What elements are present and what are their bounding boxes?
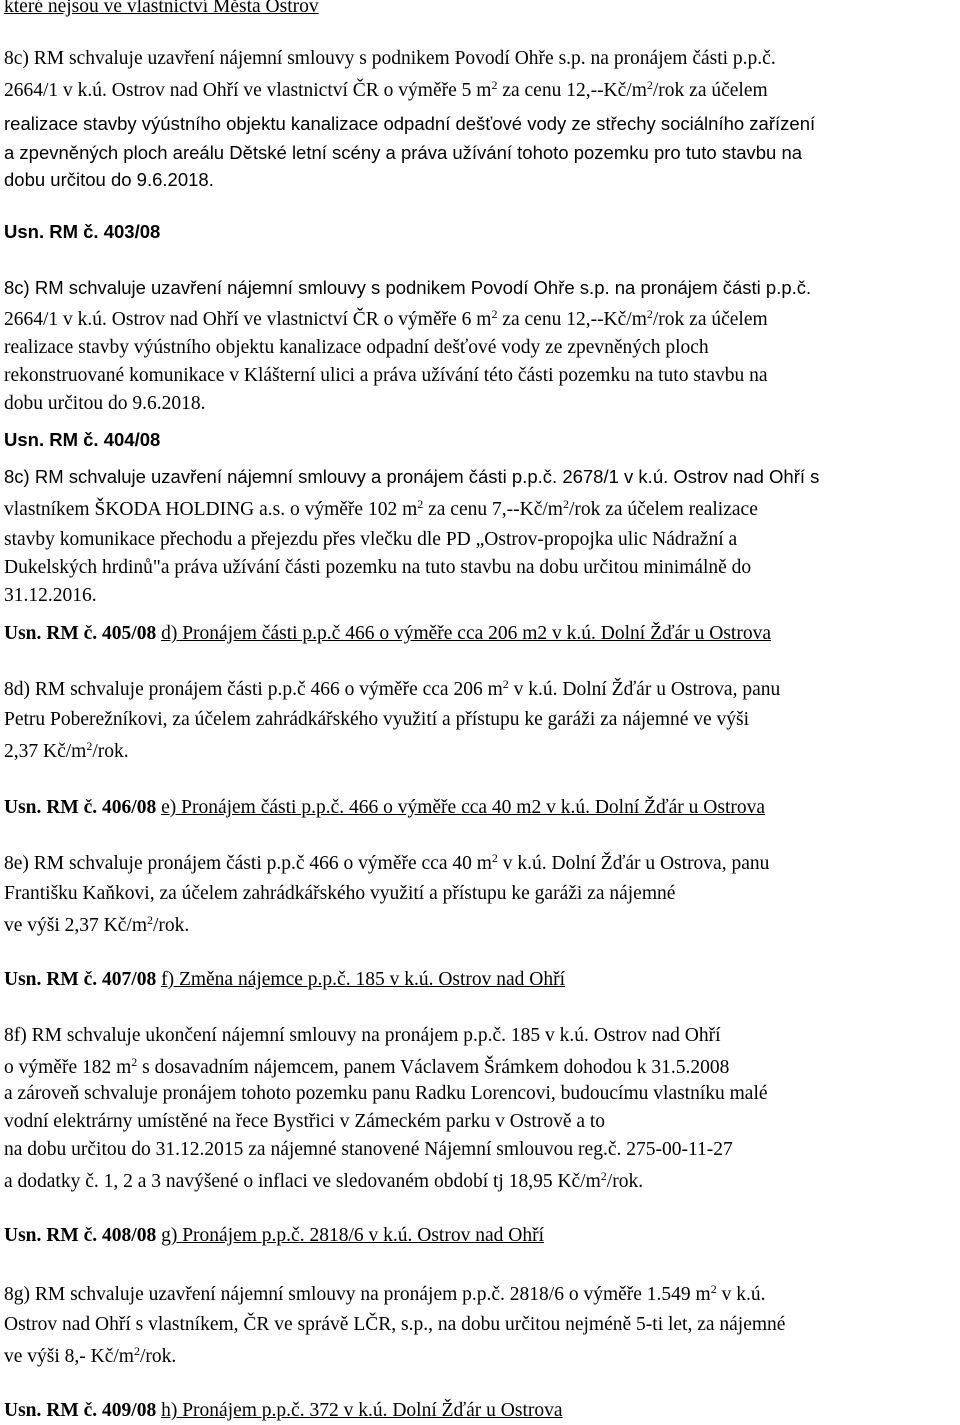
text: 8f) RM schvaluje ukončení nájemní smlouvy na pronájem p.p.č. 185 v k.ú. Ostrov nad Ohří xyxy=(4,1025,721,1046)
text: Usn. RM č. 404/08 xyxy=(4,429,161,450)
text: za cenu 12,--Kč/m xyxy=(497,309,647,330)
text: ve výši 8,- Kč/m xyxy=(4,1346,134,1367)
heading-text: d) Pronájem části p.p.č 466 o výměře cca 206 m2 v k.ú. Dolní Žďár u Ostrova xyxy=(161,623,771,644)
superscript: 2 xyxy=(133,1344,140,1358)
text: 2,37 Kč/m xyxy=(4,741,87,762)
text: /rok za účelem xyxy=(652,309,768,330)
paragraph-line xyxy=(4,392,205,416)
paragraph-line xyxy=(4,1138,733,1162)
heading-text: g) Pronájem p.p.č. 2818/6 v k.ú. Ostrov nad Ohří xyxy=(161,1225,544,1246)
text: stavby komunikace přechodu a přejezdu přes vlečku dle PD „Ostrov-propojka ulic Nádražní a xyxy=(4,529,738,550)
text: v k.ú. Dolní Žďár u Ostrova, panu xyxy=(508,679,781,700)
paragraph-line xyxy=(4,584,97,608)
paragraph-line xyxy=(4,47,776,71)
text: s dosavadním nájemcem, panem Václavem Šrámkem dohodou k 31.5.2008 xyxy=(137,1057,730,1078)
paragraph-line xyxy=(4,498,758,522)
text: Usn. RM č. 403/08 xyxy=(4,221,161,242)
superscript: 2 xyxy=(600,1169,607,1183)
text: Petru Poberežníkovi, za účelem zahrádkářského využití a přístupu ke garáži za nájemné ve výši xyxy=(4,709,750,730)
paragraph-line xyxy=(4,1082,768,1106)
text: 2664/1 v k.ú. Ostrov nad Ohří ve vlastnictví ČR o výměře 6 m xyxy=(4,309,492,330)
resolution-heading xyxy=(4,968,565,992)
text: dobu určitou do 9.6.2018. xyxy=(4,169,214,190)
text: realizace stavby výústního objektu kanalizace odpadní dešťové vody ze střechy sociálního zařízení xyxy=(4,113,816,134)
resolution-number xyxy=(4,428,160,452)
paragraph-line xyxy=(4,276,811,300)
paragraph-line xyxy=(4,1110,605,1134)
text: 2664/1 v k.ú. Ostrov nad Ohří ve vlastnictví ČR o výměře 5 m xyxy=(4,80,492,101)
resolution-heading xyxy=(4,1399,563,1423)
paragraph-line xyxy=(4,1170,643,1194)
resolution-number: Usn. RM č. 409/08 xyxy=(4,1400,157,1421)
paragraph-line xyxy=(4,364,768,388)
text: vodní elektrárny umístěné na řece Bystřici v Zámeckém parku v Ostrově a to xyxy=(4,1111,606,1132)
superscript: 2 xyxy=(146,913,153,927)
superscript: 2 xyxy=(562,497,569,511)
resolution-number xyxy=(4,220,160,244)
text: /rok. xyxy=(139,1346,177,1367)
text: 8g) RM schvaluje uzavření nájemní smlouvy na pronájem p.p.č. 2818/6 o výměře 1.549 m xyxy=(4,1284,711,1305)
paragraph-line xyxy=(4,556,751,580)
heading-text: h) Pronájem p.p.č. 372 v k.ú. Dolní Žďár u Ostrova xyxy=(161,1400,563,1421)
paragraph-line xyxy=(4,168,214,192)
text: 31.12.2016. xyxy=(4,585,97,606)
resolution-number: Usn. RM č. 408/08 xyxy=(4,1225,157,1246)
text: rekonstruované komunikace v Klášterní ulici a práva užívání této části pozemku na tuto stavbu na xyxy=(4,365,768,386)
paragraph-line xyxy=(4,852,769,876)
heading-text: e) Pronájem části p.p.č. 466 o výměře cca 40 m2 v k.ú. Dolní Žďár u Ostrova xyxy=(161,797,766,818)
paragraph-line xyxy=(4,308,768,332)
superscript: 2 xyxy=(417,497,424,511)
superscript: 2 xyxy=(491,851,498,865)
resolution-heading xyxy=(4,1224,544,1248)
paragraph-line xyxy=(4,678,780,702)
paragraph-line xyxy=(4,465,819,489)
paragraph-line xyxy=(4,914,189,938)
text: Františku Kaňkovi, za účelem zahrádkářského využití a přístupu ke garáži za nájemné xyxy=(4,883,676,904)
paragraph-line xyxy=(4,882,675,906)
text: o výměře 182 m xyxy=(4,1057,132,1078)
superscript: 2 xyxy=(710,1282,717,1296)
resolution-heading xyxy=(4,622,771,646)
text: /rok. xyxy=(606,1171,644,1192)
text: a dodatky č. 1, 2 a 3 navýšené o inflaci ve sledovaném období tj 18,95 Kč/m xyxy=(4,1171,601,1192)
text: 8c) RM schvaluje uzavření nájemní smlouvy a pronájem části p.p.č. 2678/1 v k.ú. Ostrov nad Ohří s xyxy=(4,466,820,487)
text: a zpevněných ploch areálu Dětské letní scény a práva užívání tohoto pozemku pro tuto stavbu na xyxy=(4,142,803,163)
text: /rok za účelem xyxy=(652,80,768,101)
superscript: 2 xyxy=(491,307,498,321)
text: 8c) RM schvaluje uzavření nájemní smlouvy s podnikem Povodí Ohře s.p. na pronájem části p.p.č. xyxy=(4,277,812,298)
text: vlastníkem ŠKODA HOLDING a.s. o výměře 102 m xyxy=(4,499,418,520)
paragraph-line xyxy=(4,336,709,360)
paragraph-line xyxy=(4,1024,721,1048)
text: /rok. xyxy=(152,915,190,936)
superscript: 2 xyxy=(646,78,653,92)
text: 8e) RM schvaluje pronájem části p.p.č 466 o výměře cca 40 m xyxy=(4,853,492,874)
resolution-heading xyxy=(4,796,765,820)
text: za cenu 12,--Kč/m xyxy=(497,80,647,101)
text: dobu určitou do 9.6.2018. xyxy=(4,393,206,414)
text: které nejsou ve vlastnictví Města Ostrov xyxy=(4,0,319,17)
text: 8d) RM schvaluje pronájem části p.p.č 466 o výměře cca 206 m xyxy=(4,679,503,700)
paragraph-line xyxy=(4,112,815,136)
paragraph-line xyxy=(4,1313,785,1337)
resolution-number: Usn. RM č. 406/08 xyxy=(4,797,157,818)
paragraph-line xyxy=(4,0,319,19)
paragraph-line xyxy=(4,740,129,764)
resolution-number: Usn. RM č. 405/08 xyxy=(4,623,157,644)
text: /rok. xyxy=(92,741,129,762)
superscript: 2 xyxy=(646,307,653,321)
paragraph-line xyxy=(4,79,768,103)
superscript: 2 xyxy=(86,739,93,753)
paragraph-line xyxy=(4,1345,176,1369)
text: v k.ú. xyxy=(716,1284,766,1305)
text: Ostrov nad Ohří s vlastníkem, ČR ve správě LČR, s.p., na dobu určitou nejméně 5-ti let, za nájemné xyxy=(4,1314,786,1335)
paragraph-line xyxy=(4,1056,729,1080)
superscript: 2 xyxy=(131,1055,138,1069)
text: Dukelských hrdinů"a práva užívání části pozemku na tuto stavbu na dobu určitou minimálně do xyxy=(4,557,752,578)
text: za cenu 7,--Kč/m xyxy=(423,499,563,520)
superscript: 2 xyxy=(491,78,498,92)
paragraph-line xyxy=(4,528,737,552)
resolution-number: Usn. RM č. 407/08 xyxy=(4,969,157,990)
text: v k.ú. Dolní Žďár u Ostrova, panu xyxy=(497,853,770,874)
text: na dobu určitou do 31.12.2015 za nájemné stanovené Nájemní smlouvou reg.č. 275-00-11-27 xyxy=(4,1139,733,1160)
text: ve výši 2,37 Kč/m xyxy=(4,915,147,936)
text: 8c) RM schvaluje uzavření nájemní smlouvy s podnikem Povodí Ohře s.p. na pronájem části p.p.č. xyxy=(4,48,776,69)
text: a zároveň schvaluje pronájem tohoto pozemku panu Radku Lorencovi, budoucímu vlastníku malé xyxy=(4,1083,768,1104)
heading-text: f) Změna nájemce p.p.č. 185 v k.ú. Ostrov nad Ohří xyxy=(161,969,566,990)
text: /rok za účelem realizace xyxy=(568,499,758,520)
paragraph-line xyxy=(4,708,749,732)
paragraph-line xyxy=(4,141,802,165)
text: realizace stavby výústního objektu kanalizace odpadní dešťové vody ze zpevněných ploch xyxy=(4,337,709,358)
paragraph-line xyxy=(4,1283,765,1307)
superscript: 2 xyxy=(502,677,509,691)
